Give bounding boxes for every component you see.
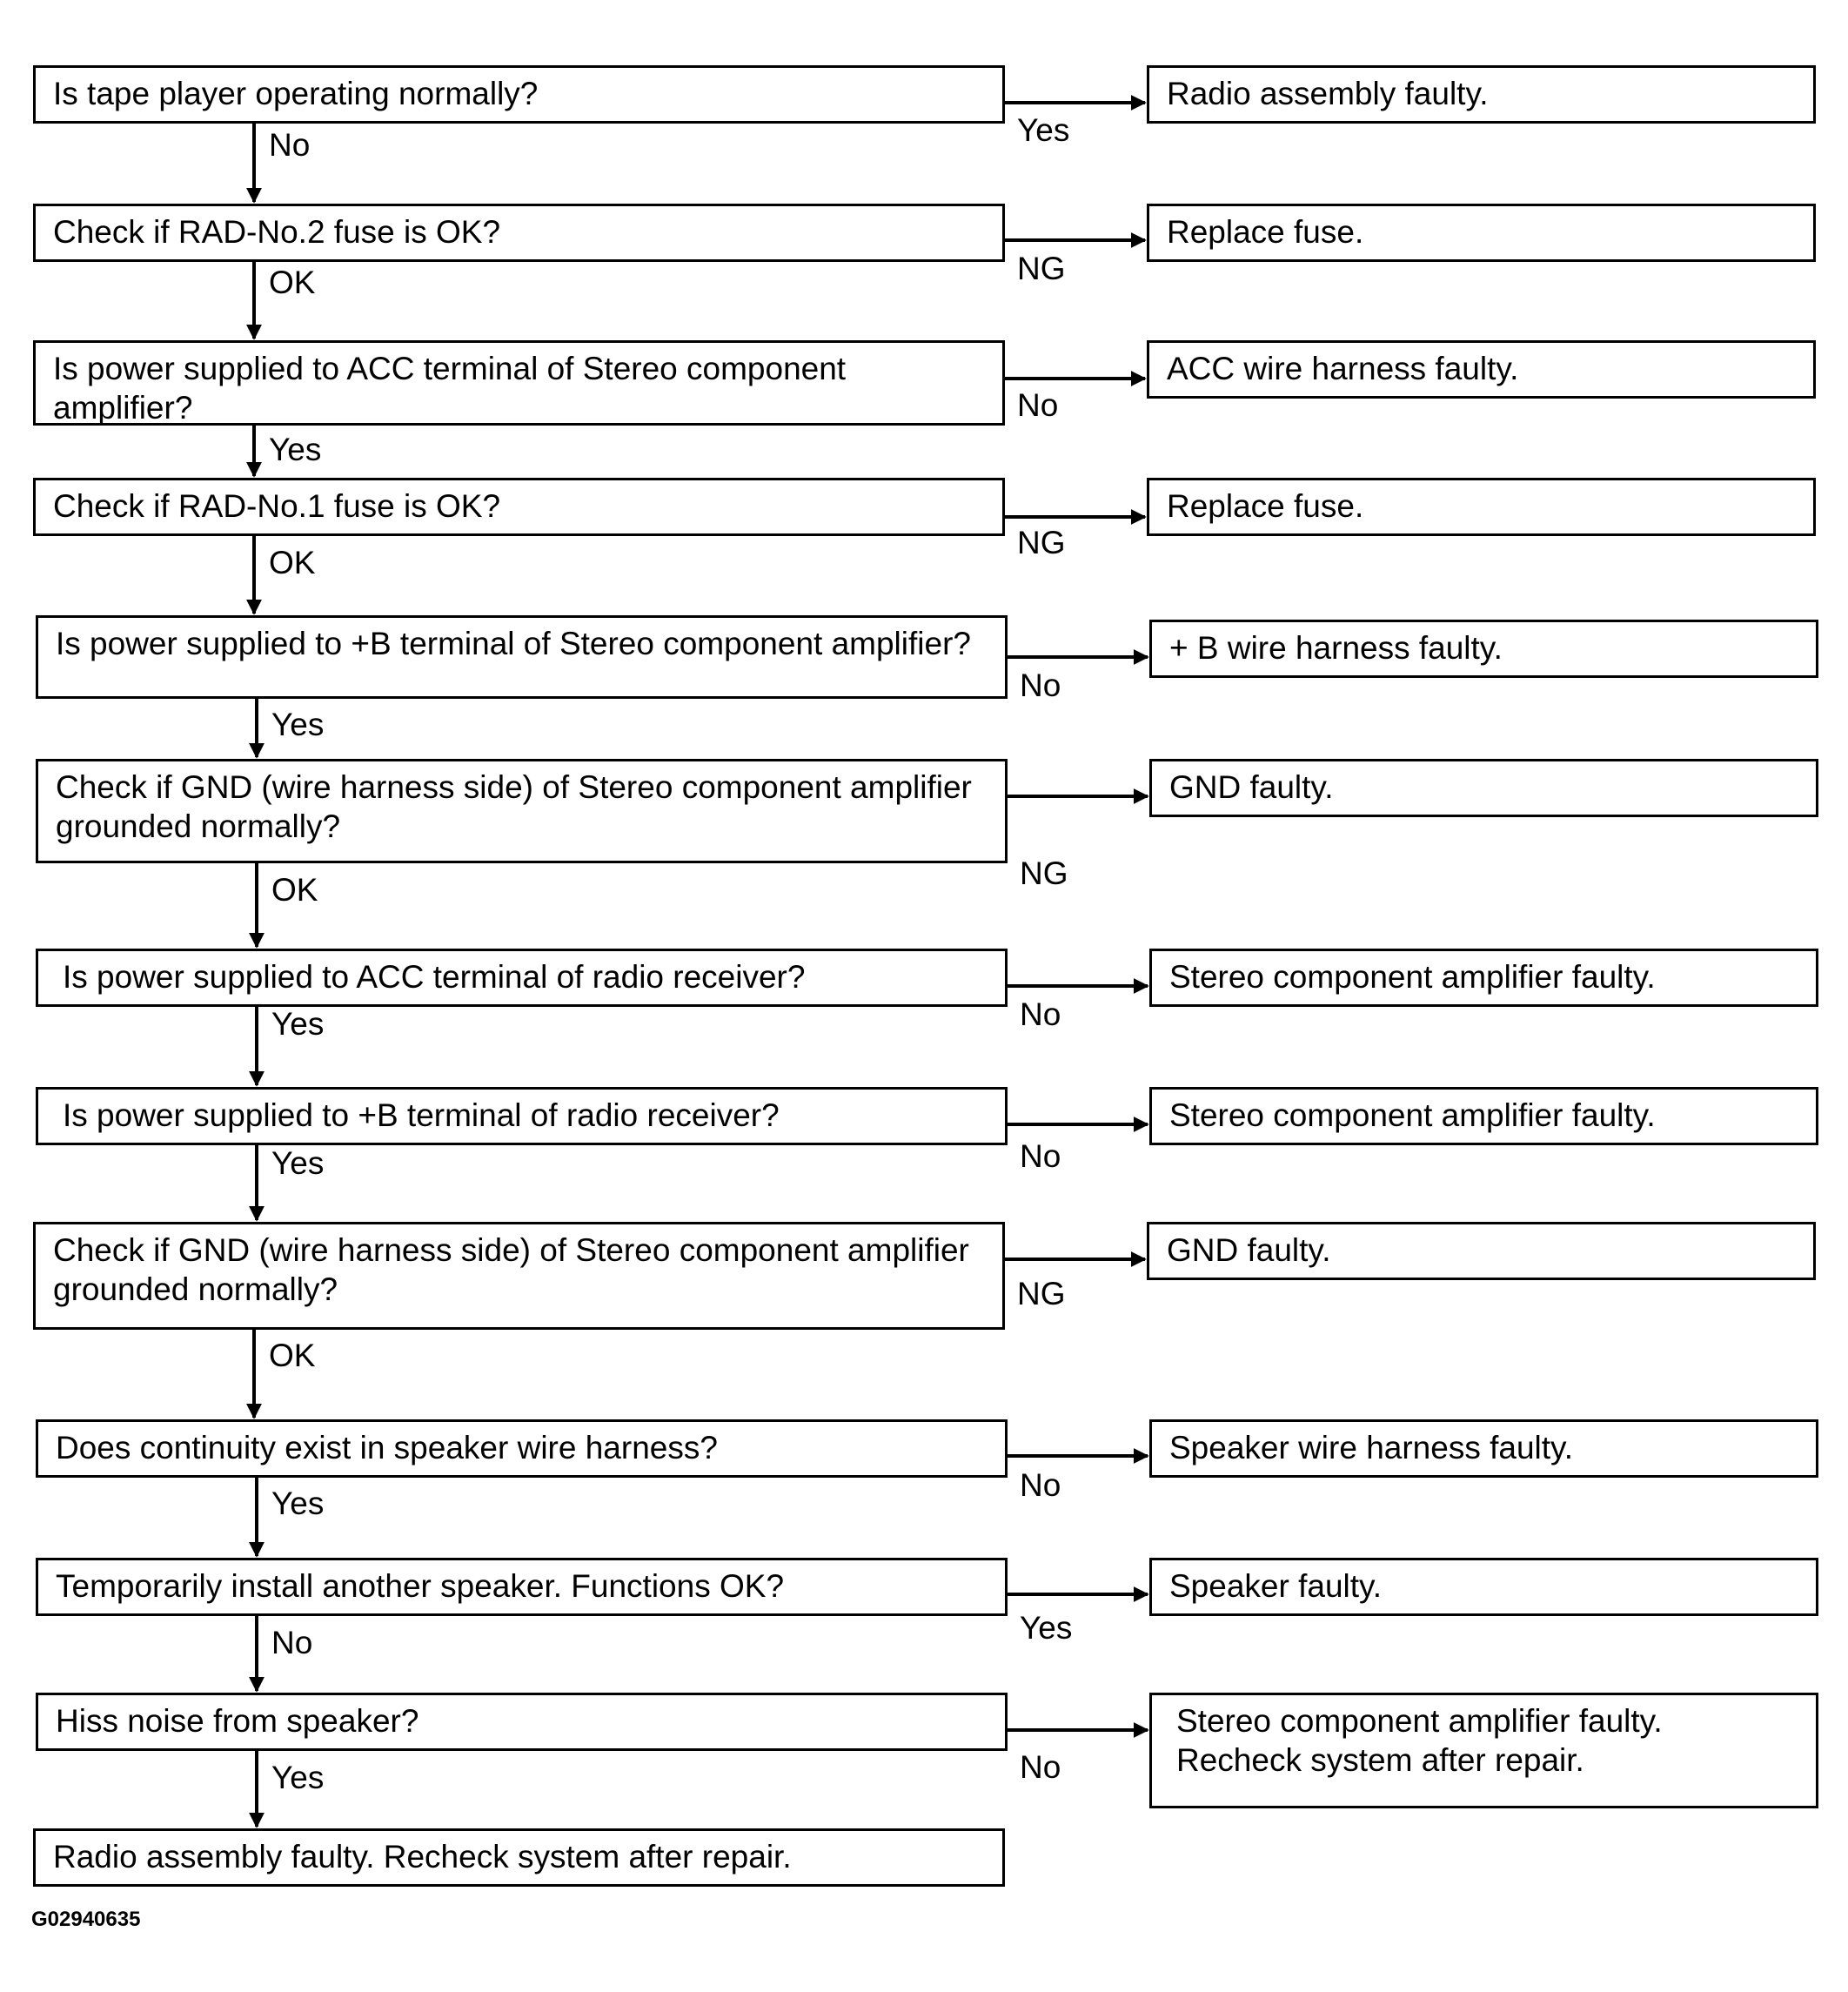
question-box-1: Is tape player operating normally?	[33, 65, 1005, 124]
down-label-1: No	[269, 127, 311, 163]
result-box-6: GND faulty.	[1149, 759, 1818, 817]
final-box: Radio assembly faulty. Recheck system after repair.	[33, 1828, 1005, 1887]
question-box-7: Is power supplied to ACC terminal of radio receiver?	[36, 949, 1008, 1007]
result-box-4: Replace fuse.	[1147, 478, 1816, 536]
down-label-8: Yes	[271, 1145, 325, 1181]
question-box-5: Is power supplied to +B terminal of Stereo component amplifier?	[36, 615, 1008, 699]
question-box-12: Hiss noise from speaker?	[36, 1693, 1008, 1751]
side-label-12: No	[1020, 1749, 1061, 1785]
question-box-6: Check if GND (wire harness side) of Stereo component amplifier grounded normally?	[36, 759, 1008, 863]
side-label-7: No	[1020, 996, 1061, 1032]
question-box-2: Check if RAD-No.2 fuse is OK?	[33, 204, 1005, 262]
side-label-1: Yes	[1017, 112, 1070, 148]
down-label-2: OK	[269, 265, 316, 300]
down-label-11: No	[271, 1625, 313, 1660]
side-label-8: No	[1020, 1138, 1061, 1174]
result-box-11: Speaker faulty.	[1149, 1558, 1818, 1616]
question-box-11: Temporarily install another speaker. Functions OK?	[36, 1558, 1008, 1616]
down-label-10: Yes	[271, 1486, 325, 1521]
result-box-9: GND faulty.	[1147, 1222, 1816, 1280]
side-label-3: No	[1017, 387, 1059, 423]
result-box-12: Stereo component amplifier faulty. Recheck system after repair.	[1149, 1693, 1818, 1808]
side-label-2: NG	[1017, 251, 1066, 286]
result-box-10: Speaker wire harness faulty.	[1149, 1419, 1818, 1478]
question-box-9: Check if GND (wire harness side) of Stereo component amplifier grounded normally?	[33, 1222, 1005, 1330]
side-label-10: No	[1020, 1467, 1061, 1503]
question-box-4: Check if RAD-No.1 fuse is OK?	[33, 478, 1005, 536]
result-box-2: Replace fuse.	[1147, 204, 1816, 262]
figure-code: G02940635	[31, 1908, 141, 1931]
side-label-5: No	[1020, 667, 1061, 703]
side-label-11: Yes	[1020, 1610, 1073, 1646]
down-label-4: OK	[269, 545, 316, 580]
question-box-8: Is power supplied to +B terminal of radio receiver?	[36, 1087, 1008, 1145]
down-label-5: Yes	[271, 707, 325, 742]
result-box-8: Stereo component amplifier faulty.	[1149, 1087, 1818, 1145]
question-box-3: Is power supplied to ACC terminal of Stereo component amplifier?	[33, 340, 1005, 426]
down-label-7: Yes	[271, 1006, 325, 1042]
result-box-7: Stereo component amplifier faulty.	[1149, 949, 1818, 1007]
result-box-1: Radio assembly faulty.	[1147, 65, 1816, 124]
down-label-6: OK	[271, 872, 318, 908]
side-label-4: NG	[1017, 525, 1066, 560]
result-box-5: + B wire harness faulty.	[1149, 620, 1818, 678]
down-label-12: Yes	[271, 1760, 325, 1795]
side-label-9: NG	[1017, 1276, 1066, 1311]
result-box-3: ACC wire harness faulty.	[1147, 340, 1816, 399]
down-label-9: OK	[269, 1338, 316, 1373]
question-box-10: Does continuity exist in speaker wire harness?	[36, 1419, 1008, 1478]
side-label-6: NG	[1020, 855, 1068, 891]
down-label-3: Yes	[269, 432, 322, 467]
